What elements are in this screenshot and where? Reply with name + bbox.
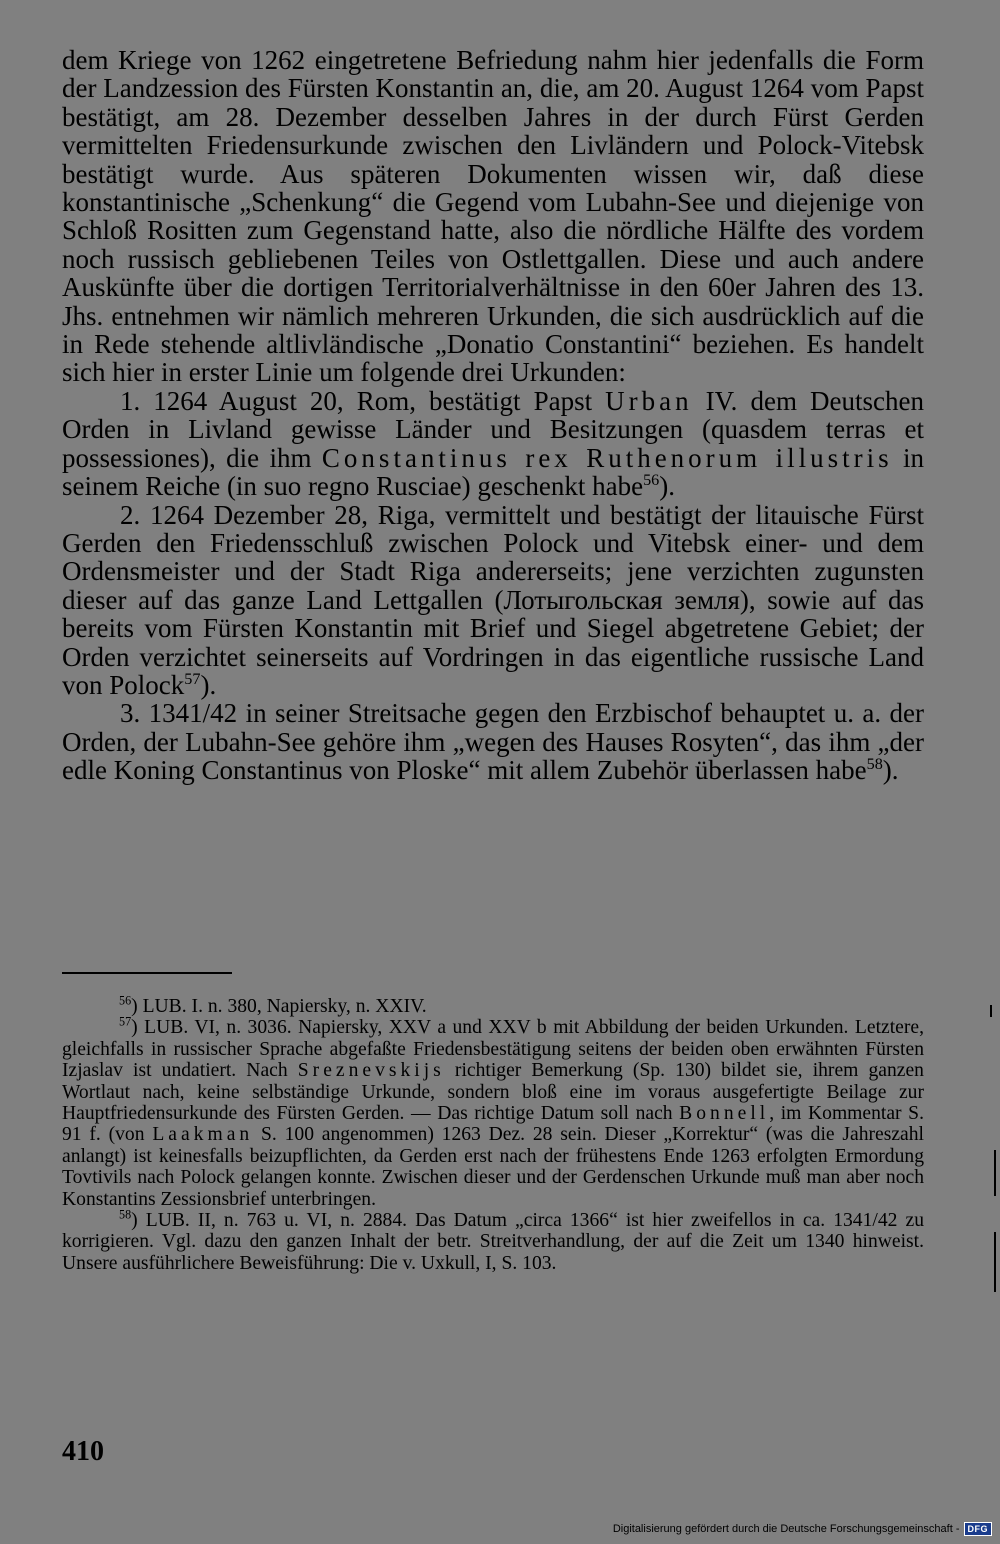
footnote-text: ) LUB. I. n. 380, Napiersky, n. XXIV. [131,996,427,1017]
item3-text-f: ). [882,755,899,786]
footnote-number: 58 [119,1207,132,1222]
footnote-text: richtiger Bemerkung (Sp. 130) bildet sie, ihrem ganzen Wortlaut nach, keine selbständige Urkunde, sondern bloß eine im voraus ausgefertigte Beilage zur Hauptfriedensurkunde des Fürsten Gerden. — Das richtige Datum soll nach [62,1060,924,1125]
footnote-author-bonnell: Bonnell [679,1103,770,1125]
main-text [62,46,924,785]
footnote-56 [62,993,924,1017]
item2-text-f: ). [200,669,217,700]
footnote-text: ) LUB. II, n. 763 u. VI, n. 2884. Das Datum „circa 1366“ ist hier zweifellos in ca. 1341/42 zu korrigieren. Vgl. dazu den ganzen Inhalt der betr. Streitverhandlung, der auf die Zeit um 1340 hinweist. Unsere ausführlichere Beweisführung: Die v. Uxkull, I, S. 103. [62,1210,924,1274]
list-item-3 [62,699,924,784]
item1-name-urban: Urban [605,385,693,416]
footnote-divider [62,972,232,974]
dfg-logo: DFG [964,1522,993,1536]
body-paragraph: dem Kriege von 1262 eingetretene Befriedung nahm hier jedenfalls die Form der Landzession des Fürsten Konstantin an, die, am 20. August 1264 vom Papst bestätigt, am 28. Dezember desselben Jahres in der durch Fürst Gerden vermittelten Friedensurkunde zwischen den Livländern und Polock-Vitebsk bestätigt wurde. Aus späteren Dokumenten wissen wir, daß diese konstantinische „Schenkung“ die Gegend vom Lubahn-See und diejenige von Schloß Rositten zum Gegenstand hatte, also die nördliche Hälfte des vordem noch russisch gebliebenen Teiles von Ostlettgallen. Diese und auch andere Auskünfte über die dortigen Territorialverhältnisse in den 60er Jahren des 13. Jhs. entnehmen wir nämlich mehreren Urkunden, die sich ausdrücklich auf die in Rede stehende altlivländische „Donatio Constantini“ beziehen. Es handelt sich hier in erster Linie um folgende drei Urkunden: [62,45,924,388]
footnote-number: 57 [119,1014,132,1029]
item1-text-c: IV. dem Deutschen Orden in Livland gewisse Länder und Besitzungen (quasdem terras et possessiones), die ihm [62,385,924,473]
footnote-text: S. 100 angenommen) 1263 Dez. 28 sein. Dieser „Korrektur“ (was die Jahreszahl anlangt) ist keinesfalls beizupflichten, da Gerden erst nach der frühestens Ende 1263 erfolgten Ermordung Tovtivils nach Polock gelangen konnte. Zwischen dieser und der Gerdenschen Urkunde muß man aber noch Konstantins Zessionsbrief unterbringen. [62,1124,924,1210]
item1-text-a: 1. 1264 August 20, Rom, bestätigt Papst [120,385,606,416]
footnote-number: 56 [119,993,132,1008]
scan-margin-mark [994,1150,996,1196]
digitization-footer [613,1522,992,1536]
footnote-text: ) LUB. VI, n. 3036. Napiersky, XXV a und XXV b mit Abbildung der beiden Urkunden. Letztere, gleichfalls in russischer Sprache abgefaßte Friedensbestätigung seitens der beiden oben erwähnten Fürsten Izjaslav ist undatiert. Nach [62,1017,924,1082]
list-item-2 [62,501,924,700]
footnote-ref-56: 56 [643,471,660,490]
item1-text-e: in seinem Reiche (in suo regno Rusciae) geschenkt habe [62,442,924,502]
footnote-text: , im Kommentar S. 91 f. (von [62,1103,924,1146]
footnote-ref-58: 58 [866,755,883,774]
footnotes [62,993,924,1274]
item1-name-constantinus: Constantinus rex Ruthenorum illustris [321,442,893,473]
scan-margin-mark [994,1232,996,1292]
footnote-58 [62,1207,924,1274]
footnote-author-sreznevskij: Sreznevskijs [297,1060,445,1082]
footnote-ref-57: 57 [184,669,201,688]
item3-text-a: 3. 1341/42 in seiner Streitsache gegen den Erzbischof behauptet u. a. der Orden, der Lubahn-See gehöre ihm „wegen des Hauses Rosyten“, das ihm „der edle Koning Constantinus von Ploske“ mit allem Zubehör überlassen habe [62,698,924,786]
scan-margin-mark [990,1005,992,1017]
item1-text-f: ). [659,471,675,502]
item2-text-a: 2. 1264 Dezember 28, Riga, vermittelt und bestätigt der litauische Fürst Gerden den Friedensschluß zwischen Polock und Vitebsk einer- und dem Ordensmeister und der Stadt Riga andererseits; jene verzichten zugunsten dieser auf das ganze Land Lettgallen (Лотыгольская земля), sowie auf das bereits vom Fürsten Konstantin mit Brief und Siegel abgetretene Gebiet; der Orden verzichtet seinerseits auf Vordringen in das eigentliche russische Land von Polock [62,499,924,700]
footer-text: Digitalisierung gefördert durch die Deutsche Forschungsgemeinschaft - [612,1523,960,1535]
footnote-author-laakman: Laakman [152,1124,254,1146]
footnote-57 [62,1014,924,1210]
list-item-1 [62,387,924,501]
page-number: 410 [62,1436,104,1467]
